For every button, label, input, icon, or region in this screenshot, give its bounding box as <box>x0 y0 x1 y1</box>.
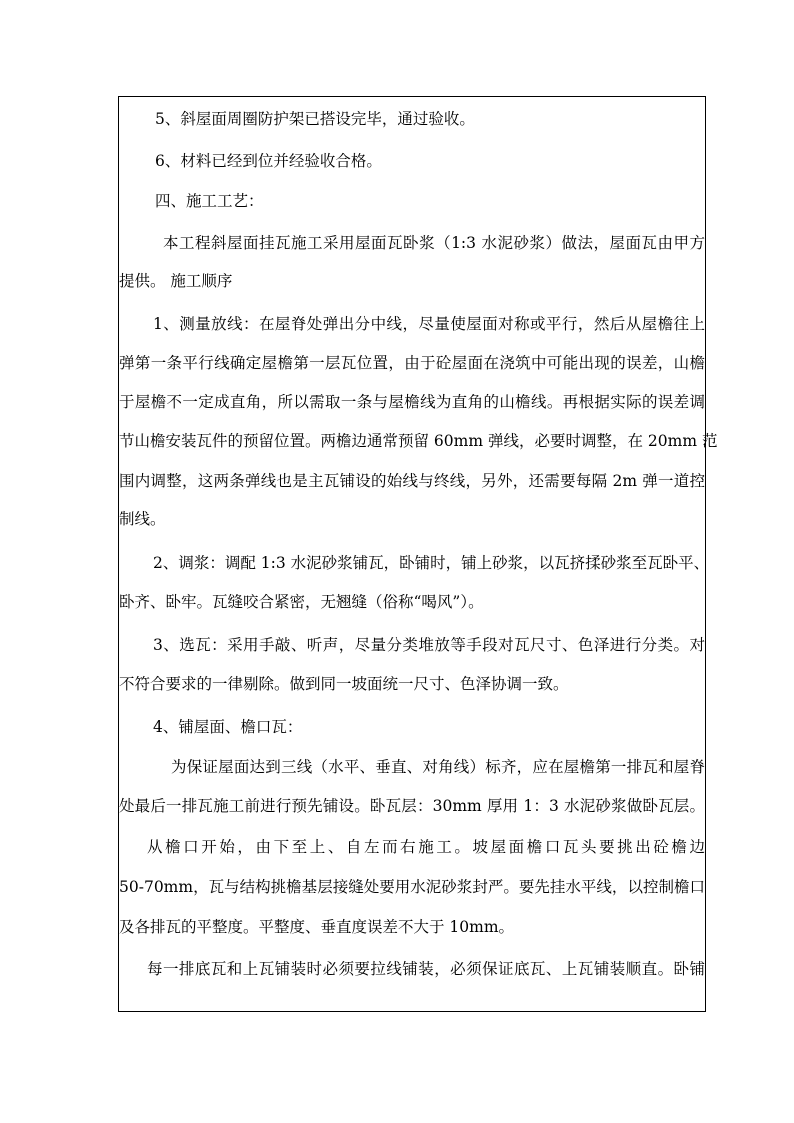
paragraph-line: 5、斜屋面周圈防护架已搭设完毕，通过验收。 <box>155 110 475 128</box>
paragraph-line: 本工程斜屋面挂瓦施工采用屋面瓦卧浆（1:3 水泥砂浆）做法，屋面瓦由甲方 <box>163 234 705 252</box>
section-heading: 四、施工工艺： <box>155 192 264 210</box>
paragraph-line: 处最后一排瓦施工前进行预先铺设。卧瓦层：30mm 厚用 1：3 水泥砂浆做卧瓦层。 <box>119 797 705 815</box>
paragraph-line: 围内调整，这两条弹线也是主瓦铺设的始线与终线，另外，还需要每隔 2m 弹一道控 <box>119 472 705 490</box>
paragraph-line: 节山檐安装瓦件的预留位置。两檐边通常预留 60mm 弹线，必要时调整，在 20mm 范 <box>119 432 718 450</box>
paragraph-line: 于屋檐不一定成直角，所以需取一条与屋檐线为直角的山檐线。再根据实际的误差调 <box>119 393 705 411</box>
paragraph-line: 不符合要求的一律剔除。做到同一坡面统一尺寸、色泽协调一致。 <box>119 675 569 693</box>
paragraph-line: 制线。 <box>119 510 166 528</box>
paragraph-line: 为保证屋面达到三线（水平、垂直、对角线）标齐，应在屋檐第一排瓦和屋脊 <box>171 758 705 776</box>
paragraph-line: 及各排瓦的平整度。平整度、垂直度误差不大于 10mm。 <box>119 918 515 936</box>
section-heading: 4、铺屋面、檐口瓦： <box>153 718 303 736</box>
paragraph-line: 3、选瓦：采用手敲、听声，尽量分类堆放等手段对瓦尺寸、色泽进行分类。对 <box>153 636 705 654</box>
paragraph-line: 弹第一条平行线确定屋檐第一层瓦位置，由于砼屋面在浇筑中可能出现的误差，山檐 <box>119 354 705 372</box>
paragraph-line: 卧齐、卧牢。瓦缝咬合紧密，无翘缝（俗称“喝风”）。 <box>119 593 484 611</box>
paragraph-line: 提供。 施工顺序 <box>119 272 233 290</box>
paragraph-line: 1、测量放线：在屋脊处弹出分中线，尽量使屋面对称或平行，然后从屋檐往上 <box>153 315 705 333</box>
paragraph-line: 6、材料已经到位并经验收合格。 <box>155 152 382 170</box>
paragraph-line: 从檐口开始，由下至上、自左而右施工。坡屋面檐口瓦头要挑出砼檐边 <box>147 838 705 856</box>
paragraph-line: 每一排底瓦和上瓦铺装时必须要拉线铺装，必须保证底瓦、上瓦铺装顺直。卧铺 <box>147 960 705 978</box>
paragraph-line: 50-70mm，瓦与结构挑檐基层接缝处要用水泥砂浆封严。要先挂水平线，以控制檐口 <box>119 878 705 896</box>
document-frame <box>118 96 718 1012</box>
paragraph-line: 2、调浆：调配 1:3 水泥砂浆铺瓦，卧铺时，铺上砂浆，以瓦挤揉砂浆至瓦卧平、 <box>153 554 710 572</box>
